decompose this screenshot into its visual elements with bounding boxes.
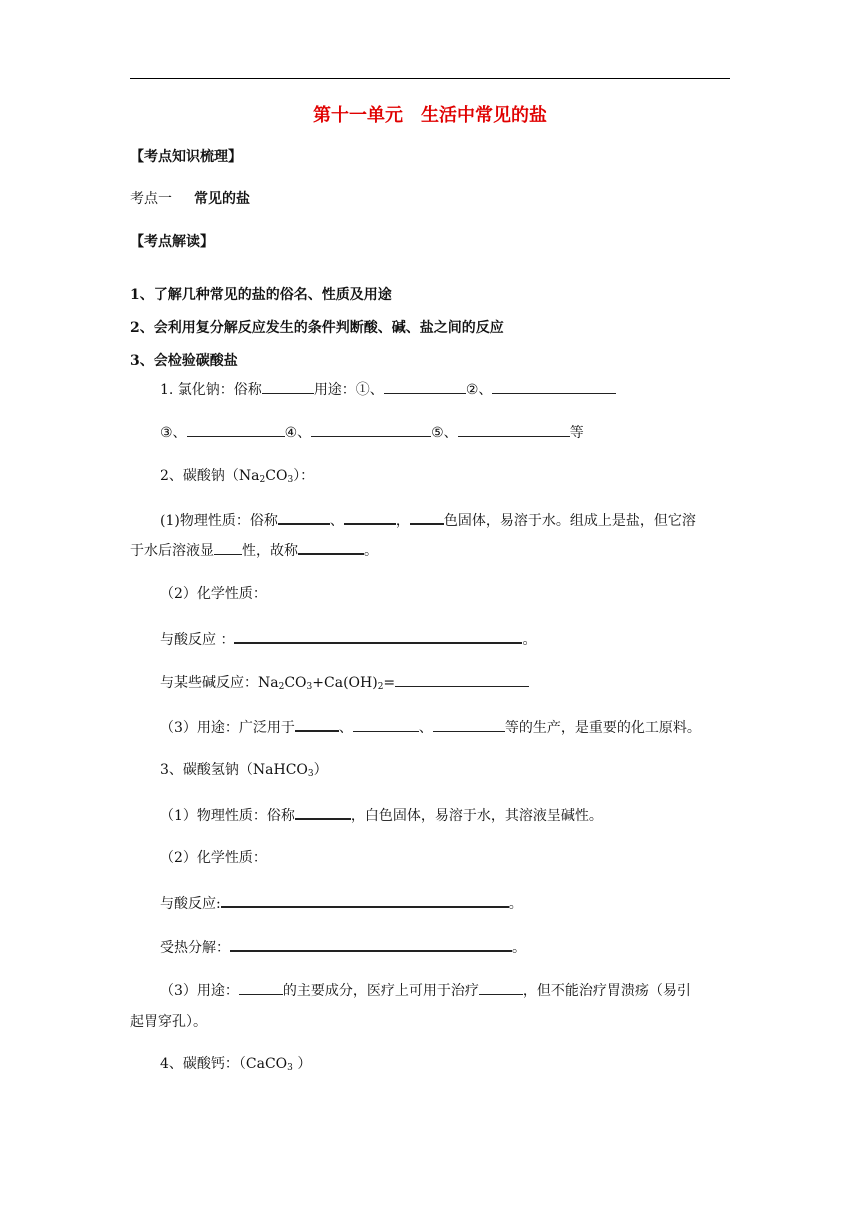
header-rule: [130, 78, 730, 79]
objective-1: 1、了解几种常见的盐的俗名、性质及用途: [130, 287, 392, 303]
separator: 、: [329, 513, 344, 529]
nahco3-physical-label: （1）物理性质：俗称: [160, 808, 295, 824]
section-heading-interpret: 【考点解读】: [130, 234, 214, 250]
na2co3-heading: [160, 466, 314, 486]
na2co3-physical-line-2: [130, 539, 378, 561]
nahco3-heading-end: ）: [313, 762, 328, 778]
subscript-3: 3: [287, 1063, 293, 1073]
na2co3-name-1-blank[interactable]: [278, 509, 330, 525]
nahco3-name-blank[interactable]: [295, 804, 351, 820]
page-title: 第十一单元 生活中常见的盐: [313, 105, 547, 126]
section-heading-knowledge: 【考点知识梳理】: [130, 149, 242, 165]
na2co3-use-1-blank[interactable]: [295, 716, 339, 732]
nahco3-use-1-blank[interactable]: [239, 980, 283, 995]
acid-reaction-label: 与酸反应:: [160, 896, 221, 912]
nacl-use-1-blank[interactable]: [384, 379, 466, 394]
na2co3-solution-text: 于水后溶液显: [130, 543, 214, 559]
period: 。: [512, 940, 526, 956]
nacl-lead: 1. 氯化钠：俗称: [160, 382, 262, 398]
exam-point-label: 考点一: [130, 191, 172, 207]
nahco3-physical-text: ，白色固体，易溶于水，其溶液呈碱性。: [350, 808, 603, 824]
na2co3-uses-text: 等的生产，是重要的化工原料。: [504, 720, 701, 736]
na2co3-physical-label: (1)物理性质：俗称: [160, 513, 278, 529]
caco3-heading: [160, 1054, 311, 1074]
na2co3-color-blank[interactable]: [410, 509, 444, 525]
subscript-3: 3: [306, 682, 313, 692]
na2co3-physical-text: 色固体，易溶于水。组成上是盐，但它溶: [443, 513, 696, 529]
nacl-circle-5: ⑤、: [431, 425, 458, 441]
separator: 、: [338, 720, 353, 736]
caco3-heading-text: 4、碳酸钙：（CaCO: [160, 1056, 288, 1072]
nahco3-uses-text-2: ，但不能治疗胃溃疡（易引: [522, 983, 691, 999]
decomposition-label: 受热分解：: [160, 940, 230, 956]
nahco3-chem-heading: （2）化学性质：: [160, 850, 267, 866]
separator: 、: [418, 720, 433, 736]
nahco3-heading-text: 3、碳酸氢钠（NaHCO: [160, 762, 308, 778]
nahco3-uses-line-2: 起胃穿孔）。: [130, 1014, 207, 1030]
na2co3-heading-end: ）：: [293, 468, 315, 484]
nahco3-heading: [160, 760, 328, 780]
nacl-use-5-blank[interactable]: [458, 422, 570, 437]
nacl-use-4-blank[interactable]: [311, 422, 431, 437]
subscript-3: 3: [287, 475, 294, 485]
subscript-2: 2: [259, 475, 266, 485]
subscript-2: 2: [278, 682, 285, 692]
nacl-use-2-blank[interactable]: [492, 379, 616, 394]
na2co3-solution-property-blank[interactable]: [214, 540, 242, 555]
formula-caoh: +Ca(OH): [312, 675, 378, 691]
na2co3-use-2-blank[interactable]: [353, 717, 419, 732]
nacl-line-2: [160, 422, 584, 443]
na2co3-uses-label: （3）用途：广泛用于: [160, 720, 295, 736]
nahco3-use-2-blank[interactable]: [479, 980, 523, 995]
nacl-circle-4: ④、: [284, 425, 312, 441]
na2co3-chem-heading: （2）化学性质：: [160, 586, 267, 602]
exam-point-title: 常见的盐: [194, 191, 250, 207]
nahco3-acid-reaction: [160, 892, 523, 914]
period: 。: [522, 632, 537, 648]
na2co3-base-equation-blank[interactable]: [395, 672, 529, 687]
base-reaction-label: 与某些碱反应：Na: [160, 675, 279, 691]
nacl-circle-3: ③、: [160, 425, 187, 441]
na2co3-base-reaction: [160, 672, 529, 693]
na2co3-alias-blank[interactable]: [298, 539, 364, 555]
nahco3-uses-text: 的主要成分，医疗上可用于治疗: [282, 983, 479, 999]
subscript-2: 2: [377, 682, 384, 692]
equals-sign: =: [383, 675, 396, 691]
nahco3-physical: [160, 804, 603, 826]
period: 。: [364, 543, 378, 559]
caco3-heading-end: ）: [292, 1056, 312, 1072]
nahco3-heat-equation-blank[interactable]: [230, 936, 512, 952]
formula-co: CO: [284, 675, 307, 691]
nacl-circle-2: ②、: [465, 382, 493, 398]
objective-3: 3、会检验碳酸盐: [130, 353, 238, 369]
na2co3-physical-line-1: [160, 509, 696, 531]
na2co3-acid-equation-blank[interactable]: [234, 628, 522, 644]
nacl-end: 等: [569, 425, 584, 441]
na2co3-heading-text: 2、碳酸钠（Na: [160, 468, 260, 484]
nacl-line-1: [160, 379, 616, 400]
nahco3-uses-line-1: [160, 980, 691, 1001]
exam-point-heading: [130, 189, 250, 209]
na2co3-name-2-blank[interactable]: [344, 509, 396, 525]
nacl-common-name-blank[interactable]: [262, 379, 314, 394]
na2co3-acid-reaction: [160, 628, 536, 650]
period: 。: [508, 896, 523, 912]
nahco3-acid-equation-blank[interactable]: [221, 892, 509, 908]
nacl-use-label: 用途：①、: [313, 382, 384, 398]
na2co3-alias-text: 性，故称: [242, 543, 298, 559]
na2co3-uses: [160, 716, 701, 738]
separator: ，: [395, 513, 410, 529]
objective-2: 2、会利用复分解反应发生的条件判断酸、碱、盐之间的反应: [130, 320, 504, 336]
acid-reaction-label: 与酸反应 ：: [160, 632, 235, 648]
na2co3-use-3-blank[interactable]: [433, 717, 505, 732]
formula-co: CO: [265, 468, 288, 484]
nahco3-decomposition: [160, 936, 526, 958]
nahco3-uses-label: （3）用途：: [160, 983, 239, 999]
subscript-3: 3: [307, 769, 314, 779]
nacl-use-3-blank[interactable]: [187, 422, 285, 437]
